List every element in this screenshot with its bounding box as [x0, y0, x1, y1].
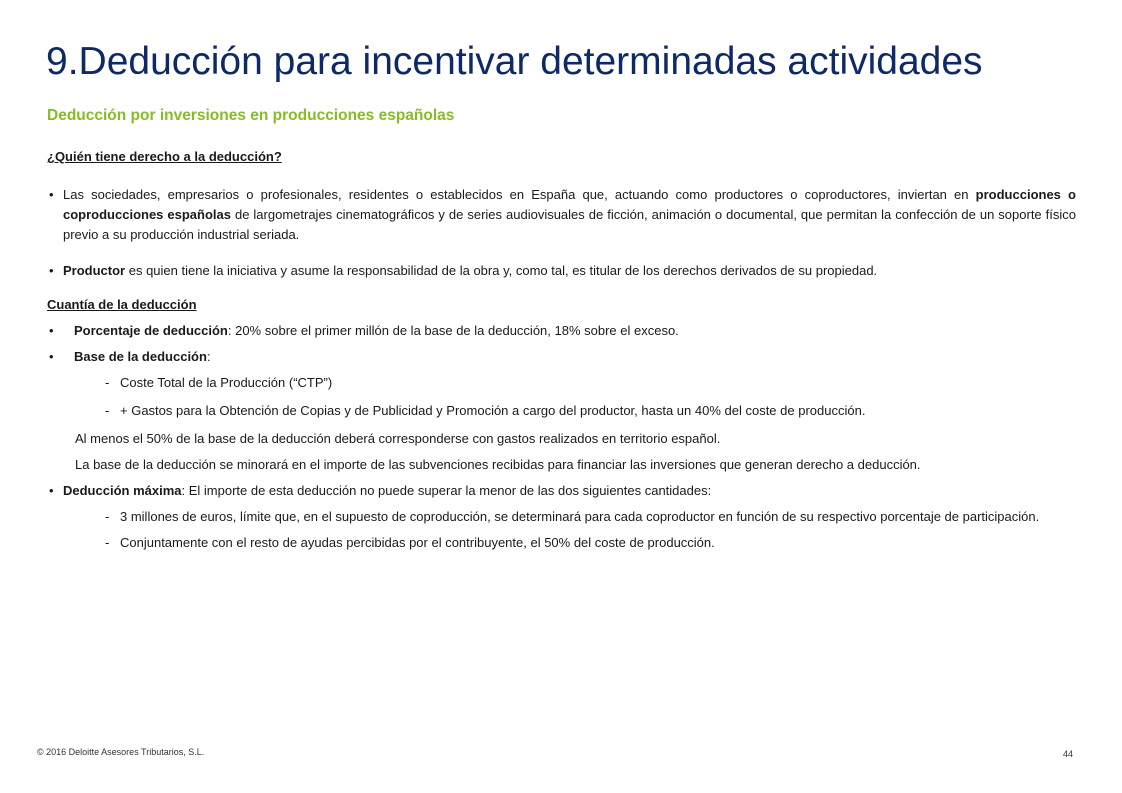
bullet-base [47, 347, 1076, 367]
bullet-bold-text: Porcentaje de deducción [74, 323, 228, 338]
bullet-maxima [47, 481, 1076, 501]
dash-item [47, 507, 1076, 527]
paragraph-min-spend: Al menos el 50% de la base de la deducción deberá corresponderse con gastos realizados en territorio español. [75, 431, 721, 446]
dash-mark: - [105, 375, 110, 390]
bullet-mark: • [49, 483, 54, 498]
bullet-porcentaje [47, 321, 1076, 341]
dash-mark: - [105, 509, 110, 524]
dash-item [47, 373, 1076, 393]
bullet-text: : 20% sobre el primer millón de la base de la deducción, 18% sobre el exceso. [227, 323, 679, 338]
bullet-text: Las sociedades, empresarios o profesionales, residentes o establecidos en España que, actuando como productores o coproductores, inviertan en [63, 187, 976, 202]
bullet-mark: • [49, 263, 54, 278]
bullet-bold-text: producciones o coproducciones españolas [63, 187, 1076, 222]
bullet-text: es quien tiene la iniciativa y asume la responsabilidad de la obra y, como tal, es titular de los derechos derivados de su propiedad. [125, 263, 878, 278]
dash-mark: - [105, 535, 110, 550]
dash-text: 3 millones de euros, límite que, en el supuesto de coproducción, se determinará para cada coproductor en función de su respectivo porcentaje de participación. [120, 509, 1040, 524]
content-body [47, 147, 1076, 553]
page-subtitle: Deducción por inversiones en producciones españolas [47, 107, 455, 124]
bullet-text: : El importe de esta deducción no puede superar la menor de las dos siguientes cantidades: [181, 483, 712, 498]
section-heading-who: ¿Quién tiene derecho a la deducción? [47, 149, 282, 164]
page-number: 44 [1063, 749, 1074, 759]
bullet-mark: • [49, 349, 54, 364]
bullet-mark: • [49, 187, 54, 202]
bullet-text: : [206, 349, 211, 364]
bullet-who-eligible [47, 185, 1076, 245]
bullet-text: de largometrajes cinematográficos y de series audiovisuales de ficción, animación o documental, que permitan la confección de un soporte físico previo a su producción industrial seriada. [63, 207, 1076, 242]
page-title: 9.Deducción para incentivar determinadas actividades [46, 40, 983, 83]
bullet-bold-text: Productor [63, 263, 126, 278]
dash-mark: - [105, 403, 110, 418]
paragraph-subsidies: La base de la deducción se minorará en el importe de las subvenciones recibidas para financiar las inversiones que generan derecho a deducción. [75, 457, 921, 472]
dash-text: Coste Total de la Producción (“CTP”) [120, 375, 333, 390]
dash-text: + Gastos para la Obtención de Copias y de Publicidad y Promoción a cargo del productor, hasta un 40% del coste de producción. [120, 403, 866, 418]
footer-copyright: © 2016 Deloitte Asesores Tributarios, S.L. [37, 747, 205, 757]
dash-text: Conjuntamente con el resto de ayudas percibidas por el contribuyente, el 50% del coste de producción. [120, 535, 715, 550]
dash-item [47, 533, 1076, 553]
bullet-mark: • [49, 323, 54, 338]
bullet-bold-text: Base de la deducción [74, 349, 207, 364]
section-heading-amount: Cuantía de la deducción [47, 297, 197, 312]
bullet-productor [47, 261, 1076, 281]
dash-item [47, 401, 1076, 421]
bullet-bold-text: Deducción máxima [63, 483, 182, 498]
